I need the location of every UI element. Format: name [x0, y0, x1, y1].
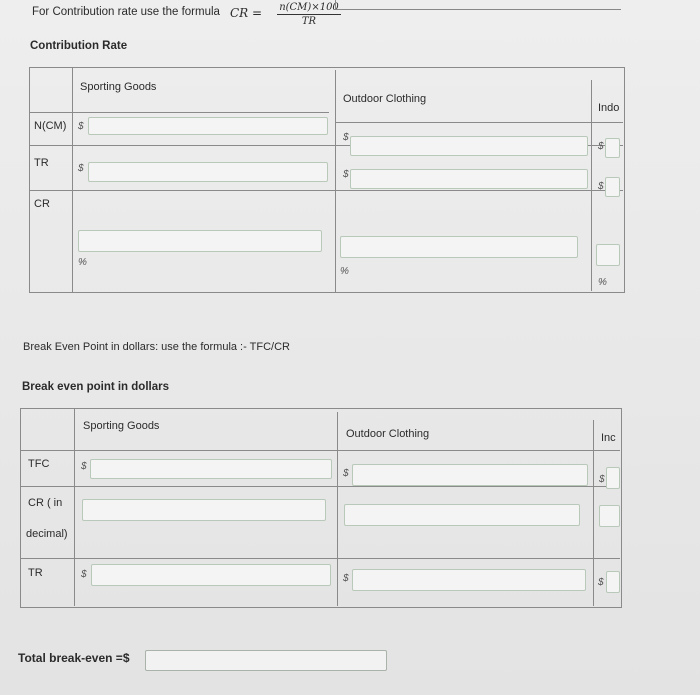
cr-ncm-sporting-input[interactable] [88, 117, 328, 135]
be-table-divider [337, 412, 338, 606]
cr-tr-outdoor-input[interactable] [350, 169, 588, 189]
be-tfc-outdoor-input[interactable] [352, 464, 588, 486]
be-tr-outdoor-input[interactable] [352, 569, 586, 591]
cr-col-outdoor-clothing: Outdoor Clothing [343, 93, 427, 105]
be-row-tr-label: TR [28, 567, 43, 579]
cr-cr-outdoor-unit: % [340, 266, 349, 277]
cr-cr-sporting-unit: % [78, 257, 87, 268]
break-even-heading: Break even point in dollars [22, 381, 169, 393]
be-table-divider [74, 408, 75, 606]
cr-tr-sporting-input[interactable] [88, 162, 328, 182]
cr-table-divider [29, 190, 623, 191]
contribution-rate-heading: Contribution Rate [30, 40, 128, 52]
cr-table-divider [591, 80, 592, 291]
be-row-tfc-label: TFC [28, 458, 50, 470]
cr-cr-sporting-input[interactable] [78, 230, 322, 252]
cr-col-sporting-goods: Sporting Goods [80, 81, 157, 93]
cr-tr-indo-input[interactable] [605, 177, 620, 197]
be-tr-sporting-input[interactable] [91, 564, 331, 586]
cr-row-tr-label: TR [34, 157, 49, 169]
cr-formula-instruction: For Contribution rate use the formula [32, 6, 220, 18]
cr-tr-sporting-currency: $ [78, 163, 84, 174]
be-table-divider [20, 450, 620, 451]
be-table-divider [20, 558, 620, 559]
be-row-cr-label-line1: CR ( in [28, 497, 63, 509]
be-cr-sporting-input[interactable] [82, 499, 326, 521]
cr-row-cr-label: CR [34, 198, 50, 210]
cr-formula-fraction [277, 2, 341, 27]
be-tfc-sporting-input[interactable] [90, 459, 332, 479]
cr-ncm-outdoor-currency: $ [343, 132, 349, 143]
be-tfc-outdoor-currency: $ [343, 468, 349, 479]
be-col-sporting-goods: Sporting Goods [83, 420, 160, 432]
be-cr-inc-input[interactable] [599, 505, 620, 527]
be-tr-outdoor-currency: $ [343, 573, 349, 584]
be-tfc-inc-input[interactable] [606, 467, 620, 489]
be-col-outdoor-clothing: Outdoor Clothing [346, 428, 430, 440]
cr-table-divider [335, 122, 623, 123]
total-break-even-label: Total break-even =$ [18, 651, 130, 665]
be-tr-sporting-currency: $ [81, 569, 87, 580]
cr-ncm-indo-currency: $ [598, 141, 604, 152]
cr-col-indo: Indo [598, 102, 620, 114]
be-tr-inc-currency: $ [598, 577, 604, 588]
cr-table-divider [72, 67, 73, 292]
be-tr-inc-input[interactable] [606, 571, 620, 593]
total-break-even-input[interactable] [145, 650, 387, 671]
cr-table-divider [335, 70, 336, 292]
be-tfc-inc-currency: $ [599, 474, 605, 485]
cr-cr-indo-input[interactable] [596, 244, 620, 266]
cr-formula-denominator: TR [301, 16, 317, 27]
be-table-divider [20, 486, 620, 487]
cr-cr-indo-unit: % [598, 277, 607, 288]
cr-table-divider [29, 112, 329, 113]
cr-cr-outdoor-input[interactable] [340, 236, 578, 258]
cr-tr-indo-currency: $ [598, 181, 604, 192]
be-table-divider [593, 420, 594, 606]
be-tfc-sporting-currency: $ [81, 461, 87, 472]
be-cr-outdoor-input[interactable] [344, 504, 580, 526]
top-divider [335, 0, 621, 10]
bep-formula-instruction: Break Even Point in dollars: use the formula :- TFC/CR [23, 341, 290, 353]
cr-ncm-sporting-currency: $ [78, 121, 84, 132]
be-row-cr-label-line2: decimal) [26, 528, 68, 540]
cr-row-ncm-label: N(CM) [34, 120, 67, 132]
cr-ncm-outdoor-input[interactable] [350, 136, 588, 156]
cr-ncm-indo-input[interactable] [605, 138, 620, 158]
cr-formula-numerator: n(CM)×100 [277, 2, 341, 15]
cr-formula-lhs: CR = [230, 6, 263, 20]
be-col-inc: Inc [601, 432, 616, 444]
cr-tr-outdoor-currency: $ [343, 169, 349, 180]
